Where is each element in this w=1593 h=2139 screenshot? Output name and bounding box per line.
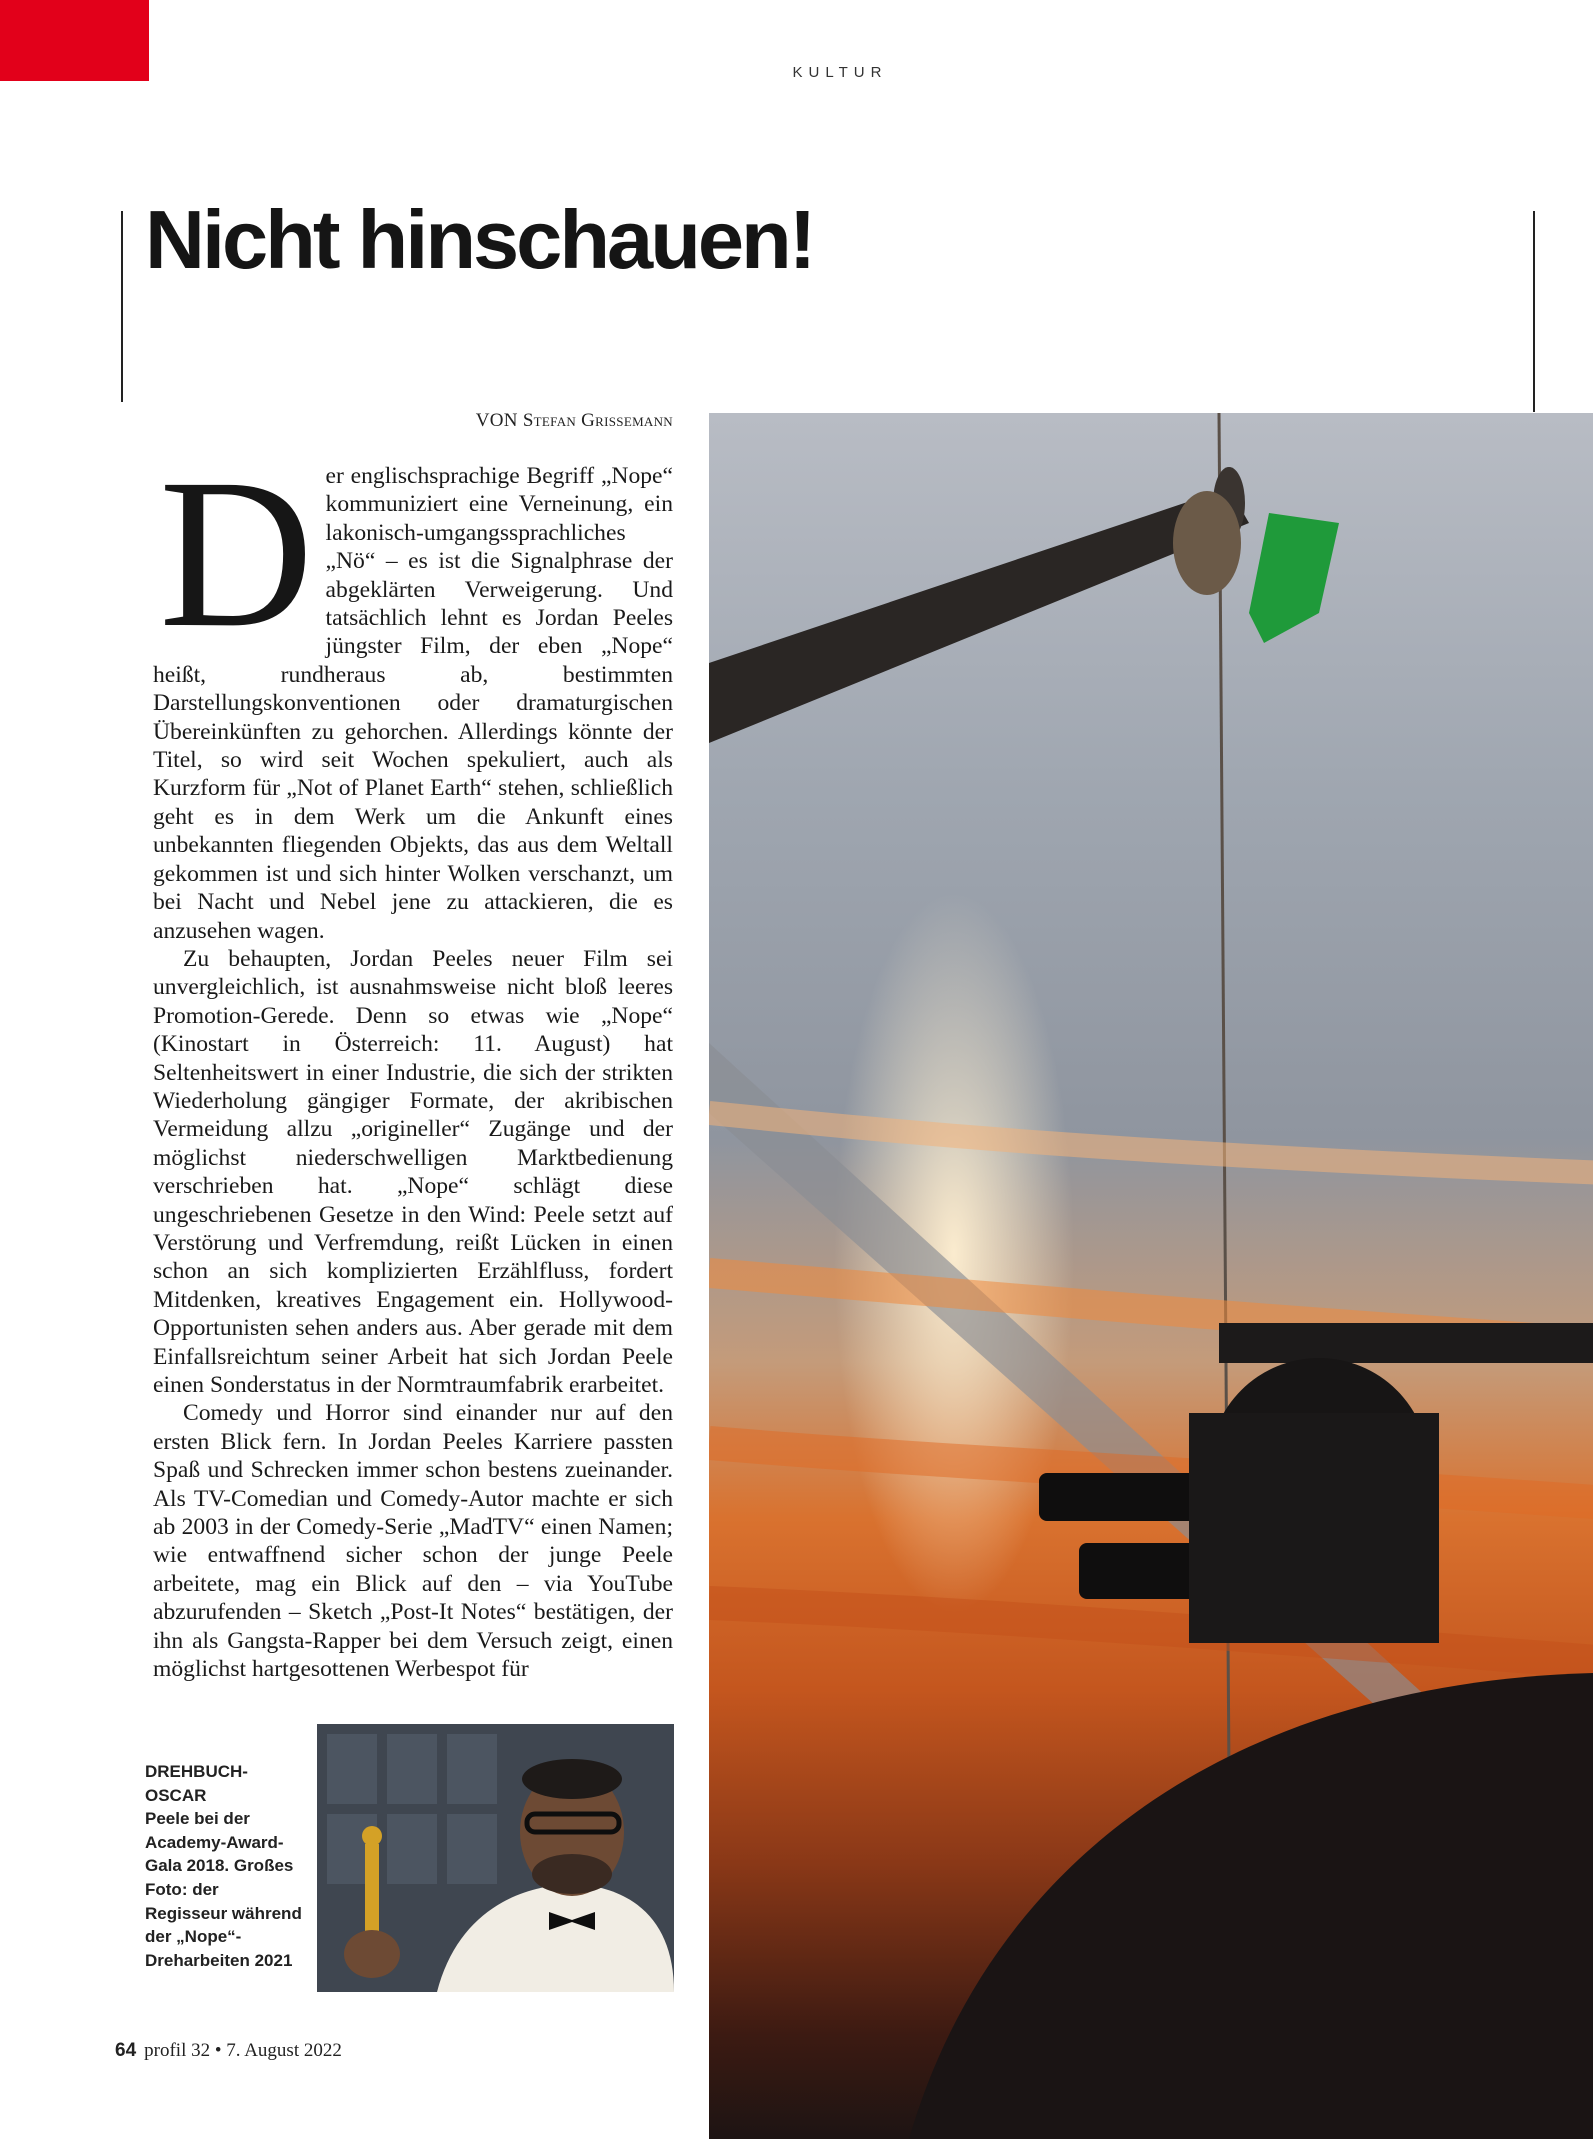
beard <box>532 1854 612 1894</box>
portrait-illustration <box>317 1724 674 1992</box>
byline-prefix: VON <box>475 410 523 431</box>
foreground-shape <box>909 1673 1593 2139</box>
issue-info: profil 32 • 7. August 2022 <box>144 2040 342 2061</box>
oscar-head <box>362 1826 382 1846</box>
portrait-photo-oscar <box>317 1724 674 1992</box>
article-headline: Nicht hinschauen! <box>145 193 814 286</box>
camera-lens-upper <box>1039 1473 1209 1521</box>
article-body <box>153 435 673 1683</box>
hand <box>344 1930 400 1978</box>
film-set-illustration <box>709 413 1593 2139</box>
caption-heading: DREHBUCH-OSCAR <box>145 1762 248 1805</box>
oscar-statuette <box>365 1844 379 1934</box>
light-streak <box>709 1603 1593 1663</box>
byline <box>300 410 673 432</box>
byline-author: Stefan Grissemann <box>522 410 673 431</box>
photo-caption <box>145 1760 305 1972</box>
headline-rule-left <box>121 211 123 402</box>
page-footer <box>115 2040 342 2062</box>
section-label: KULTUR <box>792 64 888 81</box>
article-paragraph: Zu behaupten, Jordan Peeles neuer Film sei unvergleichlich, ist ausnahmsweise nicht bloß leeres Promotion-Gerede. Denn so etwas wie „Nope“ (Kinostart in Österreich: 11. August) hat Seltenheitswert in einer Industrie, die sich der strikten Wiederholung gängiger Formate, der akribischen Vermeidung allzu „origineller“ Zugänge und der möglichst niederschwelligen Marktbedienung verschrieben hat. „Nope“ schlägt diese ungeschriebenen Gesetze in den Wind: Peele setzt auf Verstörung und Verfremdung, reißt Lücken in einen schon an sich komplizierten Erzählfluss, fordert Mitdenken, kreatives Engagement ein. Hollywood-Opportunisten sehen anders aus. Aber gerade mit dem Einfallsreichtum seiner Arbeit hat sich Jordan Peele einen Sonderstatus in der Normtraumfabrik erarbeitet. <box>153 945 673 1398</box>
paragraph-text: er englischsprachige Begriff „Nope“ kommuniziert eine Verneinung, ein lakonisch-umgangssprachliches „Nö“ – es ist die Signalphrase der abgeklärten Verweigerung. Und tatsächlich lehnt es Jordan Peeles jüngster Film, der eben „Nope“ heißt, rundheraus ab, bestimmten Darstellungskonventionen oder dramaturgischen Übereinkünften zu gehorchen. Allerdings könnte der Titel, so wird seit Wochen spekuliert, auch als Kurzform für „Not of Planet Earth“ stehen, schließlich geht es in dem Werk um die Ankunft eines unbekannten fliegenden Objekts, das aus dem Weltall gekommen ist und sich hinter Wolken verschanzt, um bei Nacht und Nebel jene zu attackieren, die es anzusehen wagen. <box>153 463 673 944</box>
drop-cap: D <box>159 435 314 672</box>
section-color-tab <box>0 0 149 81</box>
overhead-pipe <box>709 488 1249 743</box>
green-clamp <box>1249 513 1339 643</box>
hair <box>522 1759 622 1799</box>
headline-rule-right <box>1533 211 1535 412</box>
main-photo-film-set <box>709 413 1593 2139</box>
camera-rig-bar <box>1219 1323 1593 1363</box>
rope-knot <box>1173 491 1241 595</box>
page-number: 64 <box>115 2040 137 2061</box>
article-paragraph: Comedy und Horror sind einander nur auf den ersten Blick fern. In Jordan Peeles Karriere passten Spaß und Schrecken immer schon bestens zueinander. Als TV-Comedian und Comedy-Autor machte er sich ab 2003 in der Comedy-Serie „MadTV“ einen Namen; wie entwaffnend sicher schon der junge Peele arbeitete, mag ein Blick auf den – via YouTube abzurufenden – Sketch „Post-It Notes“ bestätigen, der ihn als Gangsta-Rapper bei dem Versuch zeigt, einen möglichst hartgesottenen Werbespot für <box>153 1400 673 1683</box>
camera-housing <box>1189 1413 1439 1643</box>
caption-text: Peele bei der Academy-Award-Gala 2018. Großes Foto: der Regisseur während der „Nope“-Dreharbeiten 2021 <box>145 1809 302 1970</box>
article-paragraph <box>153 435 673 945</box>
